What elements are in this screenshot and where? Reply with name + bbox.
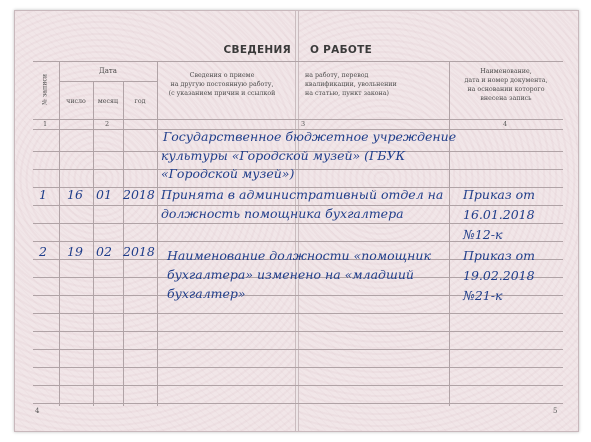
row1-basis-line-1: Приказ от (463, 187, 536, 202)
info-header-right-3: на статью, пункт закона) (305, 90, 389, 97)
row2-basis-line-2: 19.02.2018 (463, 268, 535, 283)
info-header-left-2: на другую постоянную работу, (170, 81, 274, 88)
row2-basis-line-3: №21-к (463, 288, 503, 303)
header-bottom-border (33, 119, 563, 120)
row1-text-line-1: Принята в административный отдел на (161, 187, 444, 202)
basis-header-2: дата и номер документа, (464, 77, 548, 84)
title-right: О РАБОТЕ (310, 44, 373, 56)
employer-line-3: «Городской музей») (161, 166, 295, 181)
page-number-left: 4 (35, 407, 40, 415)
day-header: число (66, 98, 86, 105)
page-number-right: 5 (553, 407, 558, 415)
rule-line (33, 367, 563, 368)
rule-line (33, 169, 563, 170)
row2-month: 02 (96, 244, 112, 259)
title-left: СВЕДЕНИЯ (223, 44, 291, 56)
row1-number: 1 (39, 187, 47, 202)
record-number-header: № записи (41, 73, 49, 106)
row1-day: 16 (67, 187, 83, 202)
col-border-4 (157, 61, 158, 406)
row1-month: 01 (96, 187, 112, 202)
table-top-border (33, 61, 563, 62)
basis-header-4: внесена запись (480, 95, 532, 102)
row2-number: 2 (39, 244, 47, 259)
info-header-left-1: Сведения о приеме (189, 72, 255, 79)
row2-day: 19 (67, 244, 83, 259)
work-book-spread (14, 10, 579, 432)
column-number-2: 2 (105, 120, 110, 128)
basis-header-3: на основании которого (467, 86, 545, 93)
month-header: месяц (97, 98, 119, 105)
rule-line (33, 331, 563, 332)
col-border-1 (59, 61, 60, 406)
row1-text-line-2: должность помощника бухгалтера (161, 206, 404, 221)
rule-line (33, 223, 563, 224)
row2-text-line-3: бухгалтер» (167, 286, 246, 301)
info-header-right-2: квалификации, увольнении (305, 81, 397, 88)
row2-text-line-2: бухгалтера» изменено на «младший (167, 267, 414, 282)
employer-line-1: Государственное бюджетное учреждение (163, 129, 457, 144)
column-number-1: 1 (43, 120, 48, 128)
row1-year: 2018 (123, 187, 155, 202)
rule-line (33, 385, 563, 386)
date-sub-border (59, 81, 157, 82)
date-header: Дата (99, 67, 117, 75)
row2-year: 2018 (123, 244, 155, 259)
col-border-2 (93, 81, 94, 406)
row2-text-line-1: Наименование должности «помощник (167, 248, 431, 263)
employer-line-2: культуры «Городской музей» (ГБУК (161, 148, 406, 163)
basis-header-1: Наименование, (480, 68, 532, 75)
col-border-5 (449, 61, 450, 406)
rule-line (33, 313, 563, 314)
row2-basis-line-1: Приказ от (463, 248, 536, 263)
year-header: год (134, 98, 146, 105)
rule-line (33, 349, 563, 350)
info-header-left-3: (с указанием причин и ссылкой (168, 90, 276, 97)
column-number-4: 4 (503, 120, 508, 128)
rule-line (33, 403, 563, 404)
row1-basis-line-2: 16.01.2018 (463, 207, 535, 222)
info-header-right-1: на работу, перевод (305, 72, 369, 79)
column-number-3: 3 (301, 120, 306, 128)
row1-basis-line-3: №12-к (463, 227, 503, 242)
